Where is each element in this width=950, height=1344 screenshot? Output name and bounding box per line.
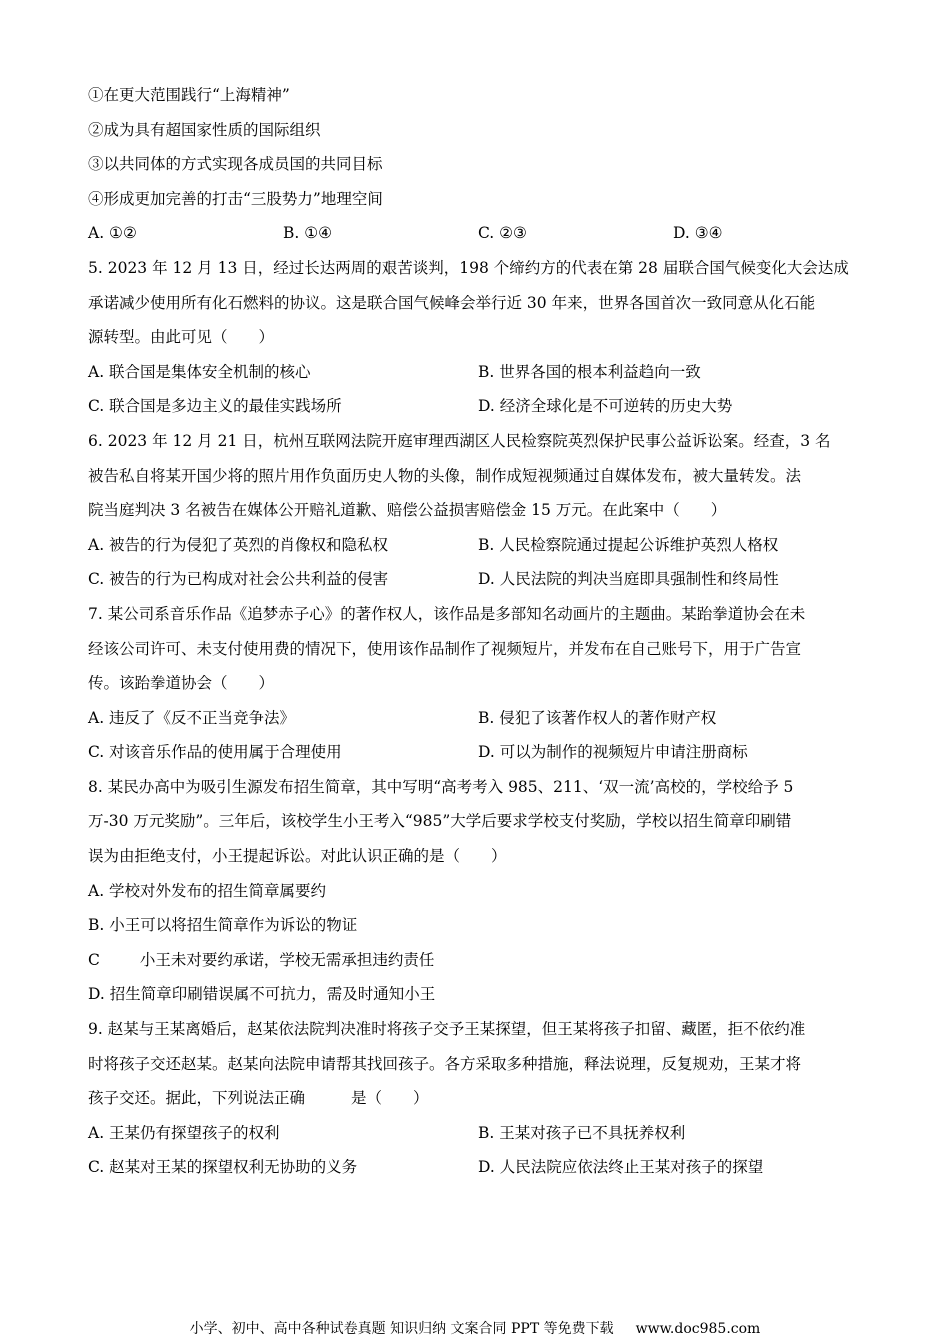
q8-stem-line-3: 误为由拒绝支付，小王提起诉讼。对此认识正确的是（ ） <box>88 847 507 866</box>
q4-item-4: ④形成更加完善的打击“三股势力”地理空间 <box>88 189 383 208</box>
q5-stem-line-1: 5. 2023 年 12 月 13 日，经过长达两周的艰苦谈判，198 个缔约方的代表在第 28 届联合国气候变化大会达成 <box>88 258 849 277</box>
question-7 <box>88 597 868 770</box>
q7-options-row-2 <box>88 735 868 770</box>
q6-option-d: D. 人民法院的判决当庭即具强制性和终局性 <box>478 570 779 589</box>
q8-option-b: B. 小王可以将招生简章作为诉讼的物证 <box>88 916 358 935</box>
q8-option-c <box>88 943 868 978</box>
q7-option-b: B. 侵犯了该著作权人的著作财产权 <box>478 708 717 727</box>
q4-item-1: ①在更大范围践行“上海精神” <box>88 86 290 104</box>
q5-option-c: C. 联合国是多边主义的最佳实践场所 <box>88 397 342 416</box>
exam-page <box>88 78 868 1185</box>
q8-option-a: A. 学校对外发布的招生简章属要约 <box>88 881 327 900</box>
q6-option-c: C. 被告的行为已构成对社会公共利益的侵害 <box>88 570 389 589</box>
q4-option-a: A. ①② <box>88 224 137 243</box>
q9-stem-line-1: 9. 赵某与王某离婚后，赵某依法院判决准时将孩子交予王某探望，但王某将孩子扣留、藏匿，拒不依约准 <box>88 1020 806 1039</box>
q9-option-b: B. 王某对孩子已不具抚养权利 <box>478 1123 686 1142</box>
q9-stem-line-3-a: 孩子交还。据此，下列说法正确 <box>88 1089 306 1108</box>
q5-stem-line-3: 源转型。由此可见（ ） <box>88 328 275 347</box>
q8-stem-line-2: 万-30 万元奖励”。三年后，该校学生小王考入“985”大学后要求学校支付奖励，学校以招生简章印刷错 <box>88 812 792 831</box>
q9-stem-line-3-b: 是（ ） <box>351 1089 429 1108</box>
q4-options <box>88 216 868 251</box>
q5-option-b: B. 世界各国的根本利益趋向一致 <box>478 362 701 381</box>
q5-options-row-2 <box>88 389 868 424</box>
q8-option-c-letter: C <box>88 950 100 969</box>
q8-stem-line-1: 8. 某民办高中为吸引生源发布招生简章，其中写明“高考考入 985、211、‘双一流’高校的，学校给予 5 <box>88 777 794 796</box>
q6-options-row-2 <box>88 562 868 597</box>
q6-stem-line-3: 院当庭判决 3 名被告在媒体公开赔礼道歉、赔偿公益损害赔偿金 15 万元。在此案中（ ） <box>88 501 727 520</box>
q6-options-row-1 <box>88 528 868 563</box>
q5-option-a: A. 联合国是集体安全机制的核心 <box>88 362 311 381</box>
q4-item-2: ②成为具有超国家性质的国际组织 <box>88 120 321 139</box>
q9-option-c: C. 赵某对王某的探望权利无协助的义务 <box>88 1158 358 1177</box>
footer-url-link[interactable]: www.doc985.com <box>635 1321 761 1337</box>
question-8 <box>88 770 868 1012</box>
q4-option-d: D. ③④ <box>673 224 723 243</box>
q5-stem-line-2: 承诺减少使用所有化石燃料的协议。这是联合国气候峰会举行近 30 年来，世界各国首次一致同意从化石能 <box>88 293 816 312</box>
page-footer <box>0 1318 950 1338</box>
q9-options-row-2 <box>88 1150 868 1185</box>
q5-options-row-1 <box>88 355 868 390</box>
question-5 <box>88 251 868 424</box>
q7-options-row-1 <box>88 701 868 736</box>
q7-option-c: C. 对该音乐作品的使用属于合理使用 <box>88 743 342 762</box>
q7-stem-line-3: 传。该跆拳道协会（ ） <box>88 674 275 693</box>
q7-option-a: A. 违反了《反不正当竞争法》 <box>88 708 296 727</box>
q5-option-d: D. 经济全球化是不可逆转的历史大势 <box>478 397 733 416</box>
q6-option-a: A. 被告的行为侵犯了英烈的肖像权和隐私权 <box>88 535 389 554</box>
footer-text: 小学、初中、高中各种试卷真题 知识归纳 文案合同 PPT 等免费下载 <box>189 1321 614 1337</box>
q8-option-d: D. 招生简章印刷错误属不可抗力，需及时通知小王 <box>88 985 436 1004</box>
q4-option-b: B. ①④ <box>283 224 333 243</box>
q9-option-d: D. 人民法院应依法终止王某对孩子的探望 <box>478 1158 764 1177</box>
question-9 <box>88 1012 868 1185</box>
q9-stem-line-3 <box>88 1081 868 1116</box>
question-6 <box>88 424 868 597</box>
q6-option-b: B. 人民检察院通过提起公诉维护英烈人格权 <box>478 535 779 554</box>
q7-option-d: D. 可以为制作的视频短片申请注册商标 <box>478 743 748 762</box>
q6-stem-line-2: 被告私自将某开国少将的照片用作负面历史人物的头像，制作成短视频通过自媒体发布，被大量转发。法 <box>88 466 802 485</box>
q7-stem-line-2: 经该公司许可、未支付使用费的情况下，使用该作品制作了视频短片，并发布在自己账号下，用于广告宣 <box>88 639 802 658</box>
q7-stem-line-1: 7. 某公司系音乐作品《追梦赤子心》的著作权人，该作品是多部知名动画片的主题曲。某跆拳道协会在未 <box>88 604 806 623</box>
q9-stem-line-2: 时将孩子交还赵某。赵某向法院申请帮其找回孩子。各方采取多种措施，释法说理，反复规劝，王某才将 <box>88 1054 802 1073</box>
q4-item-3: ③以共同体的方式实现各成员国的共同目标 <box>88 155 383 174</box>
q9-options-row-1 <box>88 1116 868 1151</box>
q8-option-c-text: 小王未对要约承诺，学校无需承担违约责任 <box>139 950 435 969</box>
q6-stem-line-1: 6. 2023 年 12 月 21 日，杭州互联网法院开庭审理西湖区人民检察院英烈保护民事公益诉讼案。经查，3 名 <box>88 431 831 450</box>
q4-option-c: C. ②③ <box>478 224 527 243</box>
q9-option-a: A. 王某仍有探望孩子的权利 <box>88 1123 280 1142</box>
question-4 <box>88 78 868 251</box>
